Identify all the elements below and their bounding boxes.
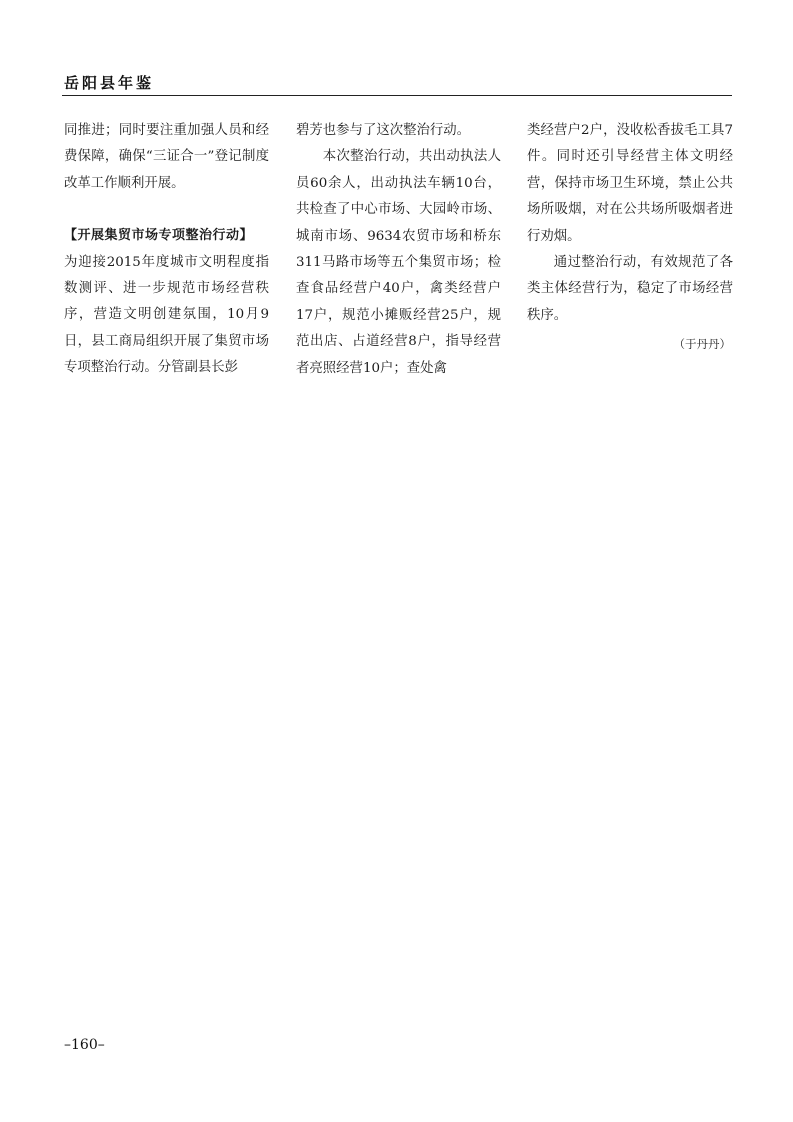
paragraph-continuation: 同推进；同时要注重加强人员和经费保障，确保“三证合一”登记制度改革工作顺利开展。 (64, 123, 269, 191)
text-column-3 (527, 118, 733, 358)
paragraph-intro: 为迎接2015年度城市文明程度指数测评、进一步规范市场经营秩序，营造文明创建氛围，10月9日，县工商局组织开展了集贸市场专项整治行动。分管副县长彭 (64, 254, 269, 376)
running-header-title: 岳阳县年鉴 (64, 74, 155, 92)
paragraph-conclusion: 通过整治行动，有效规范了各类主体经营行为，稳定了市场经营秩序。 (527, 255, 733, 323)
text-column-2 (296, 118, 501, 382)
page-number: –160– (64, 1037, 105, 1053)
section-heading: 【开展集贸市场专项整治行动】 (64, 228, 254, 244)
header-divider (62, 95, 732, 96)
paragraph-action-details: 本次整治行动，共出动执法人员60余人，出动执法车辆10台，共检查了中心市场、大园岭市场、城南市场、9634农贸市场和桥东311马路市场等五个集贸市场；检查食品经营户40户，禽类经营户17户，规范小摊贩经营25户，规范出店、占道经营8户，指导经营者亮照经营10户；查处禽 (296, 149, 501, 376)
text-column-1 (64, 118, 269, 382)
author-attribution: （于丹丹） (673, 337, 731, 352)
paragraph-continuation: 碧芳也参与了这次整治行动。 (296, 123, 471, 138)
paragraph-continuation: 类经营户2户，没收松香拔毛工具7件。同时还引导经营主体文明经营，保持市场卫生环境，禁止公共场所吸烟，对在公共场所吸烟者进行劝烟。 (527, 123, 733, 244)
